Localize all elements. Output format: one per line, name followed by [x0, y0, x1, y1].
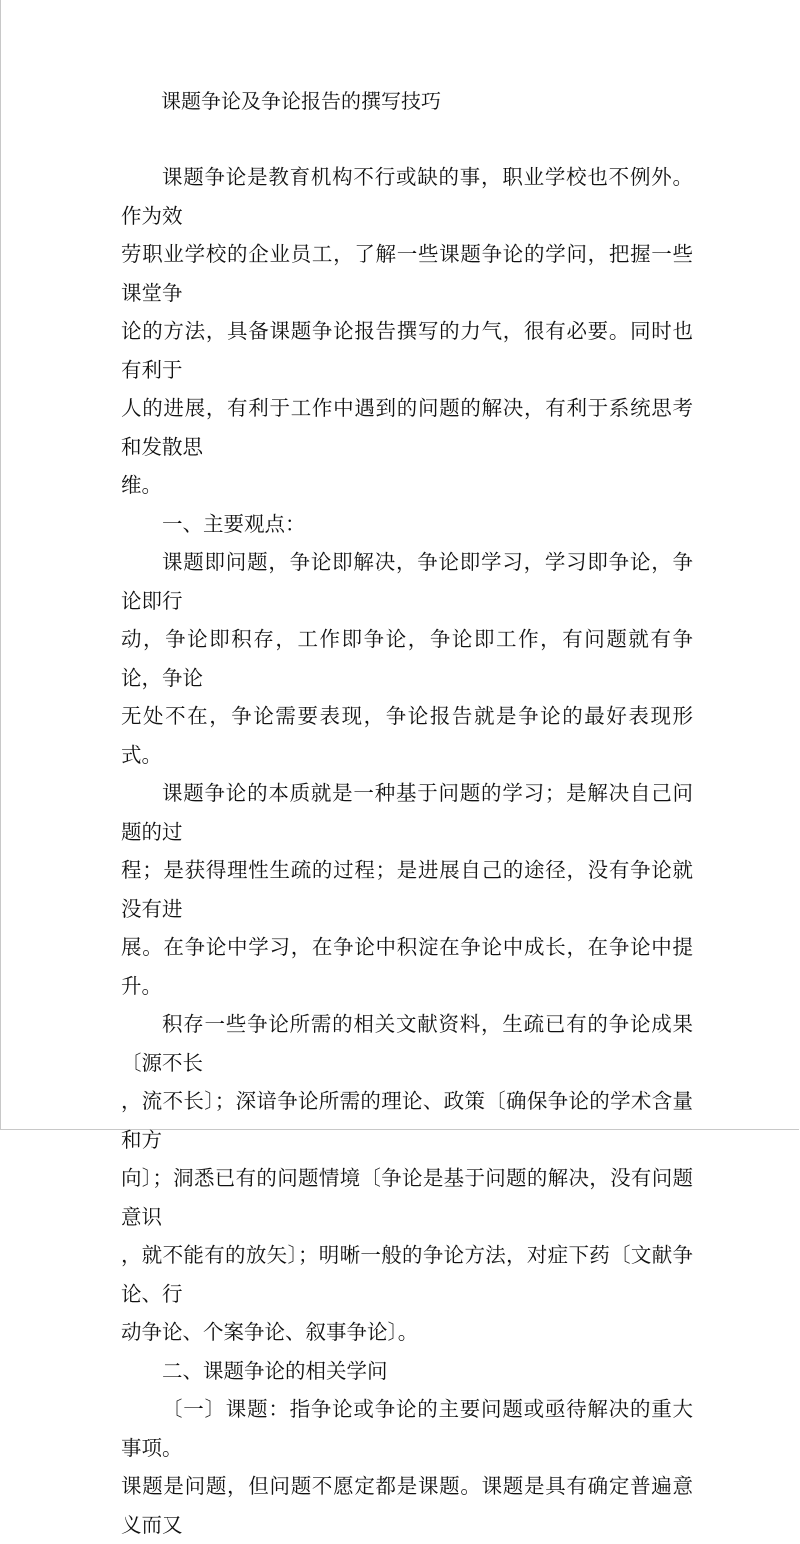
paragraph-research-preparation: 积存一些争论所需的相关文献资料，生疏已有的争论成果〔源不长 ，流不长〕；深谙争论所需的理论、政策〔确保争论的学术含量和方 向〕；洞悉已有的问题情境〔争论是基于问题的解决，没有问题意识 ，就不能有的放矢〕；明晰一般的争论方法，对症下药〔文献争论、行 动争论、个案争论、叙事争论〕。	[121, 1012, 693, 1344]
document-title: 课题争论及争论报告的撰写技巧	[161, 89, 441, 113]
paragraph-intro: 课题争论是教育机构不行或缺的事，职业学校也不例外。作为效 劳职业学校的企业员工，了解一些课题争论的学问，把握一些课堂争 论的方法，具备课题争论报告撰写的力气，很有必要。同时也有利于 人的进展，有利于工作中遇到的问题的解决，有利于系统思考和发散思 维。	[121, 165, 693, 497]
title-spacing	[121, 120, 693, 158]
paragraph-main-views: 课题即问题，争论即解决，争论即学习，学习即争论，争论即行 动，争论即积存，工作即争论，争论即工作，有问题就有争论，争论 无处不在，争论需要表现，争论报告就是争论的最好表现形式。	[121, 550, 693, 767]
paragraph-topic-definition: 〔一〕课题：指争论或争论的主要问题或亟待解决的重大事项。 课题是问题，但问题不愿定都是课题。课题是具有确定普遍意义而又	[121, 1397, 693, 1537]
paragraph-research-essence: 课题争论的本质就是一种基于问题的学习；是解决自己问题的过 程；是获得理性生疏的过程；是进展自己的途径，没有争论就没有进 展。在争论中学习，在争论中积淀在争论中成长，在争论中提升。	[121, 781, 693, 998]
section-heading-related-knowledge: 二、课题争论的相关学问	[162, 1358, 388, 1383]
section-heading-main-views: 一、主要观点：	[162, 511, 306, 536]
document-body	[121, 82, 693, 1544]
